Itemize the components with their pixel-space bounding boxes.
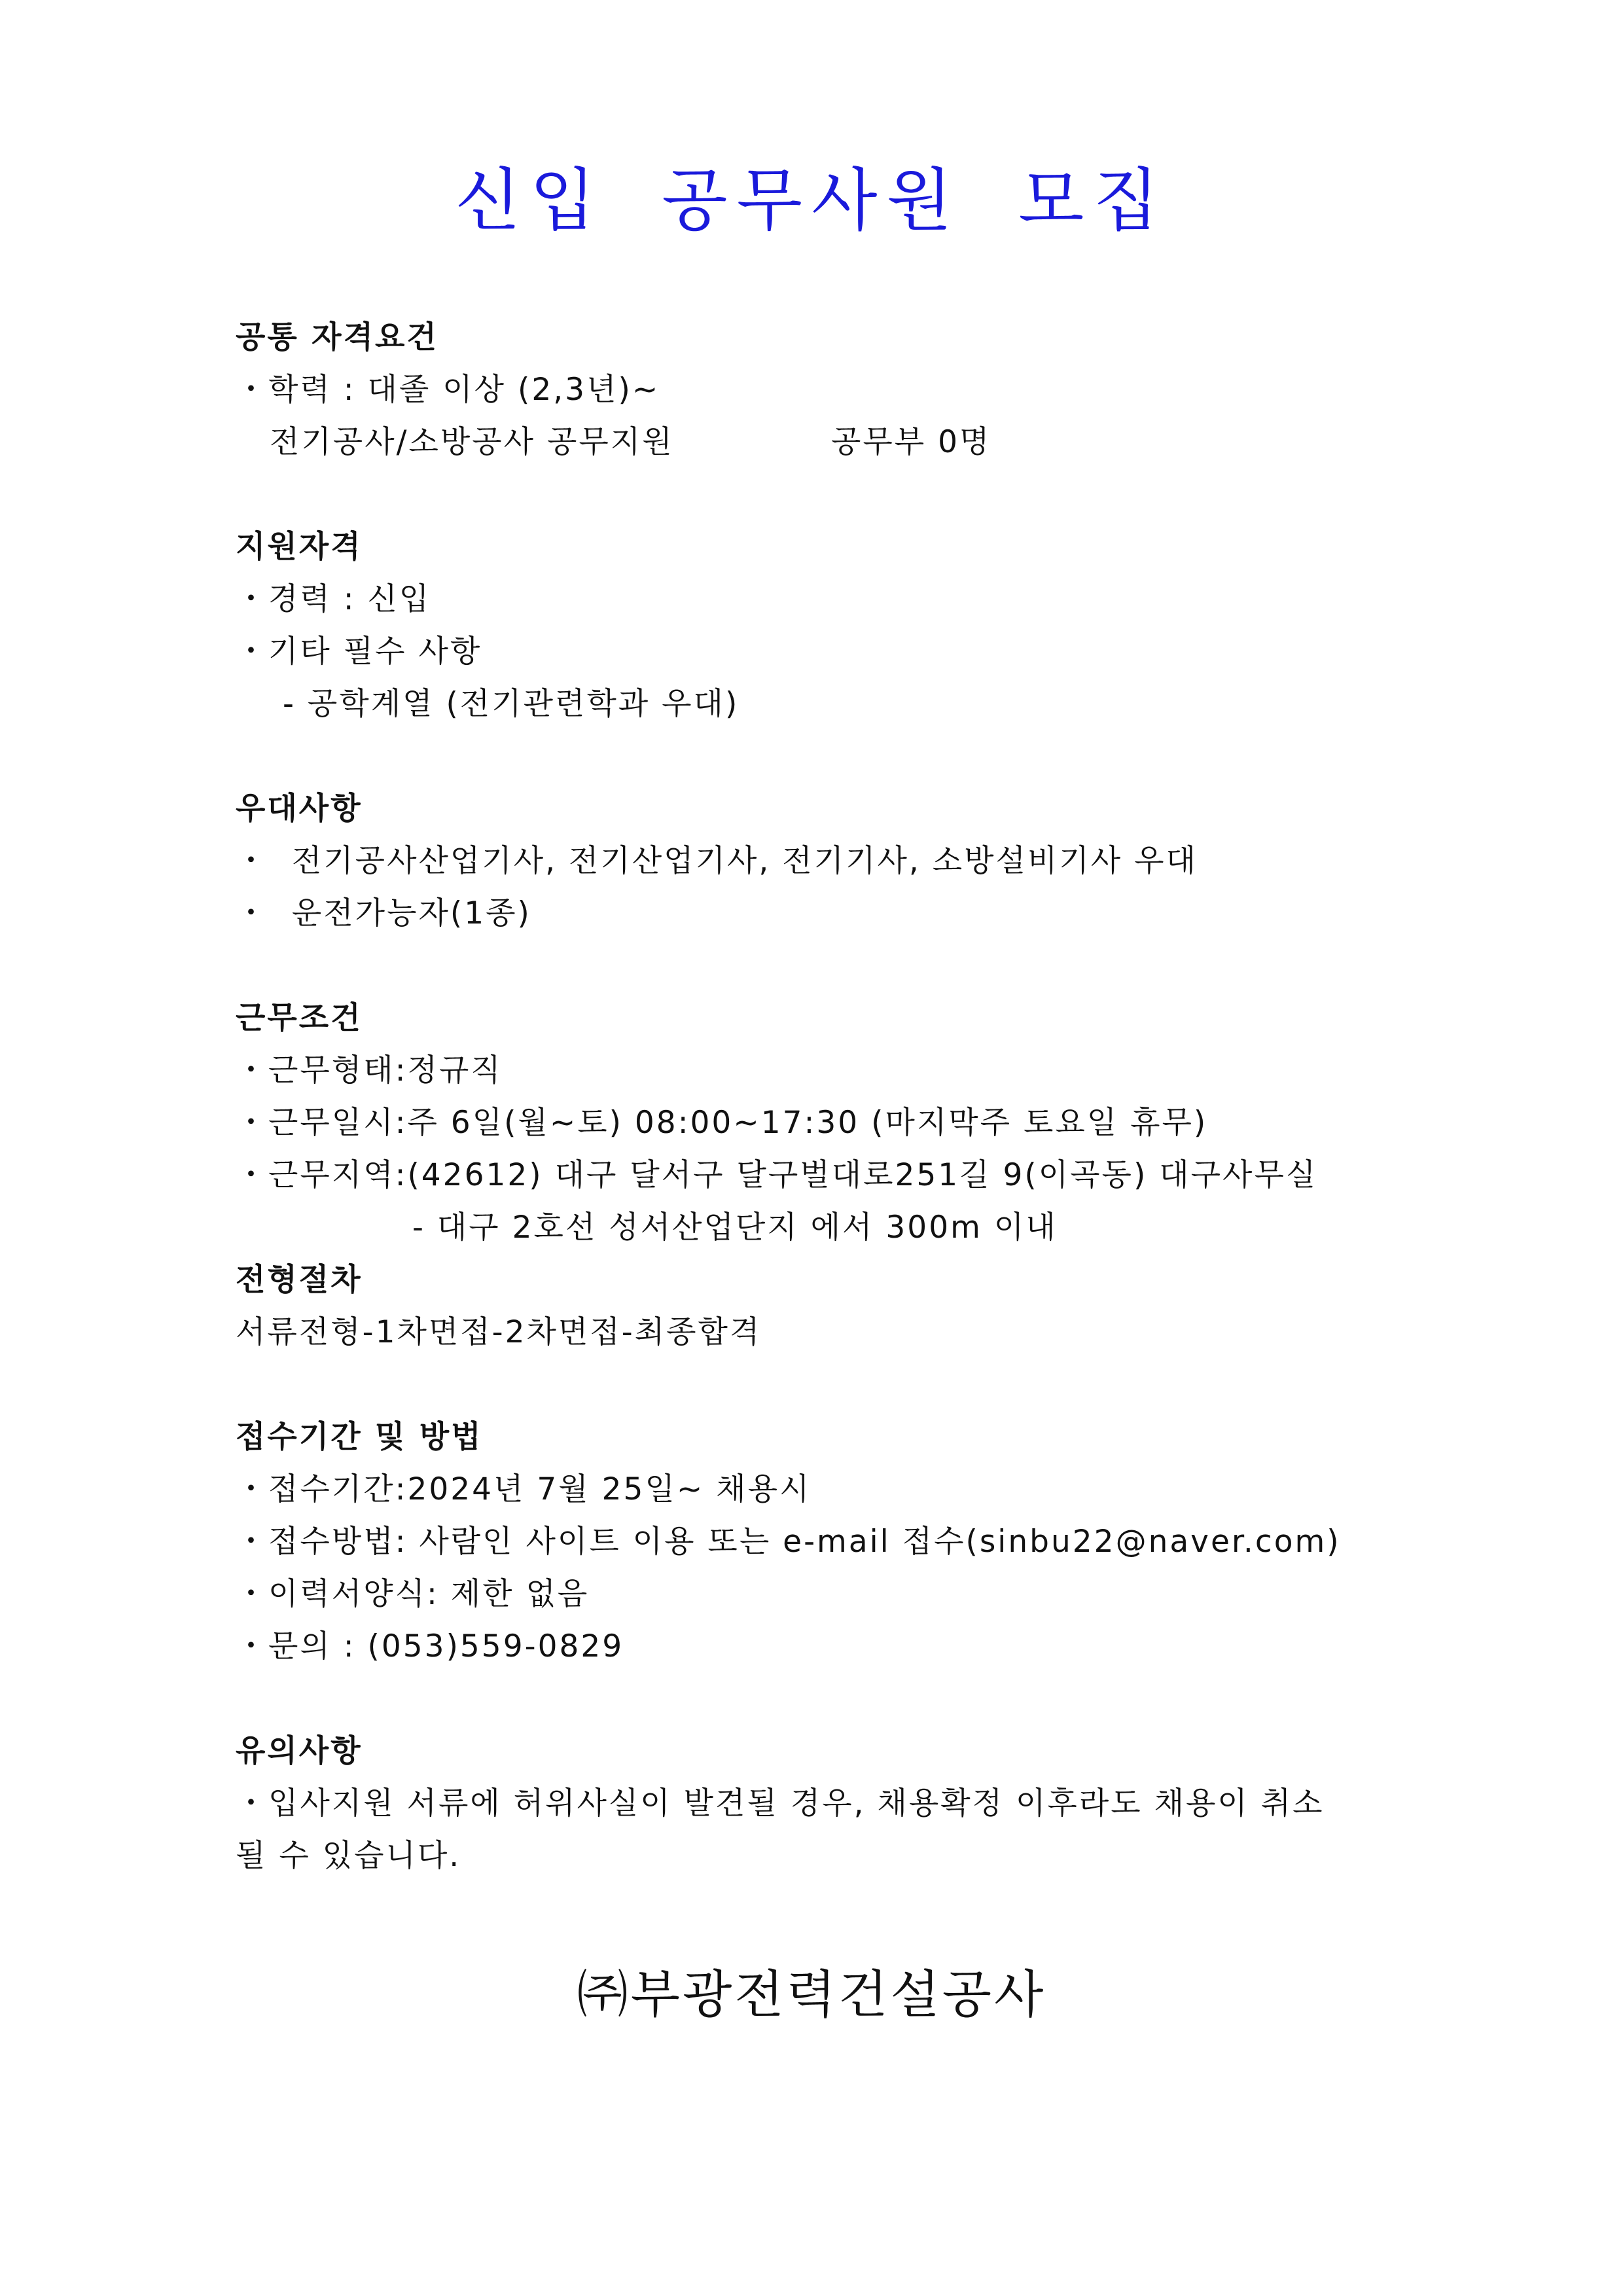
conditions-heading: 근무조건 xyxy=(236,1000,363,1036)
education-requirement: ・학력 : 대졸 이상 (2,3년)~ xyxy=(236,372,660,408)
selection-process: 서류전형-1차면접-2차면접-최종합격 xyxy=(236,1314,762,1350)
preference-heading: 우대사항 xyxy=(236,791,363,827)
major-requirement: - 공학계열 (전기관련학과 우대) xyxy=(283,686,740,722)
eligibility-heading: 지원자격 xyxy=(236,529,363,565)
notes-line-2: 될 수 있습니다. xyxy=(236,1838,461,1874)
position-name: 전기공사/소방공사 공무지원 xyxy=(270,424,674,460)
contact-phone: ・문의 : (053)559-0829 xyxy=(236,1628,624,1664)
preference-certificates: ・ 전기공사산업기사, 전기산업기사, 전기기사, 소방설비기사 우대 xyxy=(236,843,1198,879)
application-heading: 접수기간 및 방법 xyxy=(236,1419,483,1455)
preference-driving: ・ 운전가능자(1종) xyxy=(236,895,531,931)
notes-heading: 유의사항 xyxy=(236,1733,363,1769)
work-schedule: ・근무일시:주 6일(월~토) 08:00~17:30 (마지막주 토요일 휴무) xyxy=(236,1105,1208,1141)
application-period: ・접수기간:2024년 7월 25일~ 채용시 xyxy=(236,1471,812,1507)
page-title: 신입 공무사원 모집 xyxy=(455,160,1168,240)
company-name: ㈜부광전력건설공사 xyxy=(577,1965,1046,2024)
qualifications-heading: 공통 자격요건 xyxy=(236,319,438,355)
position-row xyxy=(270,418,991,461)
work-location: ・근무지역:(42612) 대구 달서구 달구벌대로251길 9(이곡동) 대구사무실 xyxy=(236,1157,1318,1193)
position-headcount: 공무부 0명 xyxy=(831,424,991,460)
process-heading: 전형절차 xyxy=(236,1262,363,1298)
location-note: - 대구 2호선 성서산업단지 에서 300m 이내 xyxy=(412,1210,1058,1246)
other-requirements: ・기타 필수 사항 xyxy=(236,634,482,670)
career-requirement: ・경력 : 신입 xyxy=(236,581,431,617)
application-method: ・접수방법: 사람인 사이트 이용 또는 e-mail 접수(sinbu22@naver.com) xyxy=(236,1524,1341,1560)
employment-type: ・근무형태:정규직 xyxy=(236,1052,503,1088)
resume-format: ・이력서양식: 제한 없음 xyxy=(236,1576,590,1612)
notes-line-1: ・입사지원 서류에 허위사실이 발견될 경우, 채용확정 이후라도 채용이 취소 xyxy=(236,1785,1325,1821)
